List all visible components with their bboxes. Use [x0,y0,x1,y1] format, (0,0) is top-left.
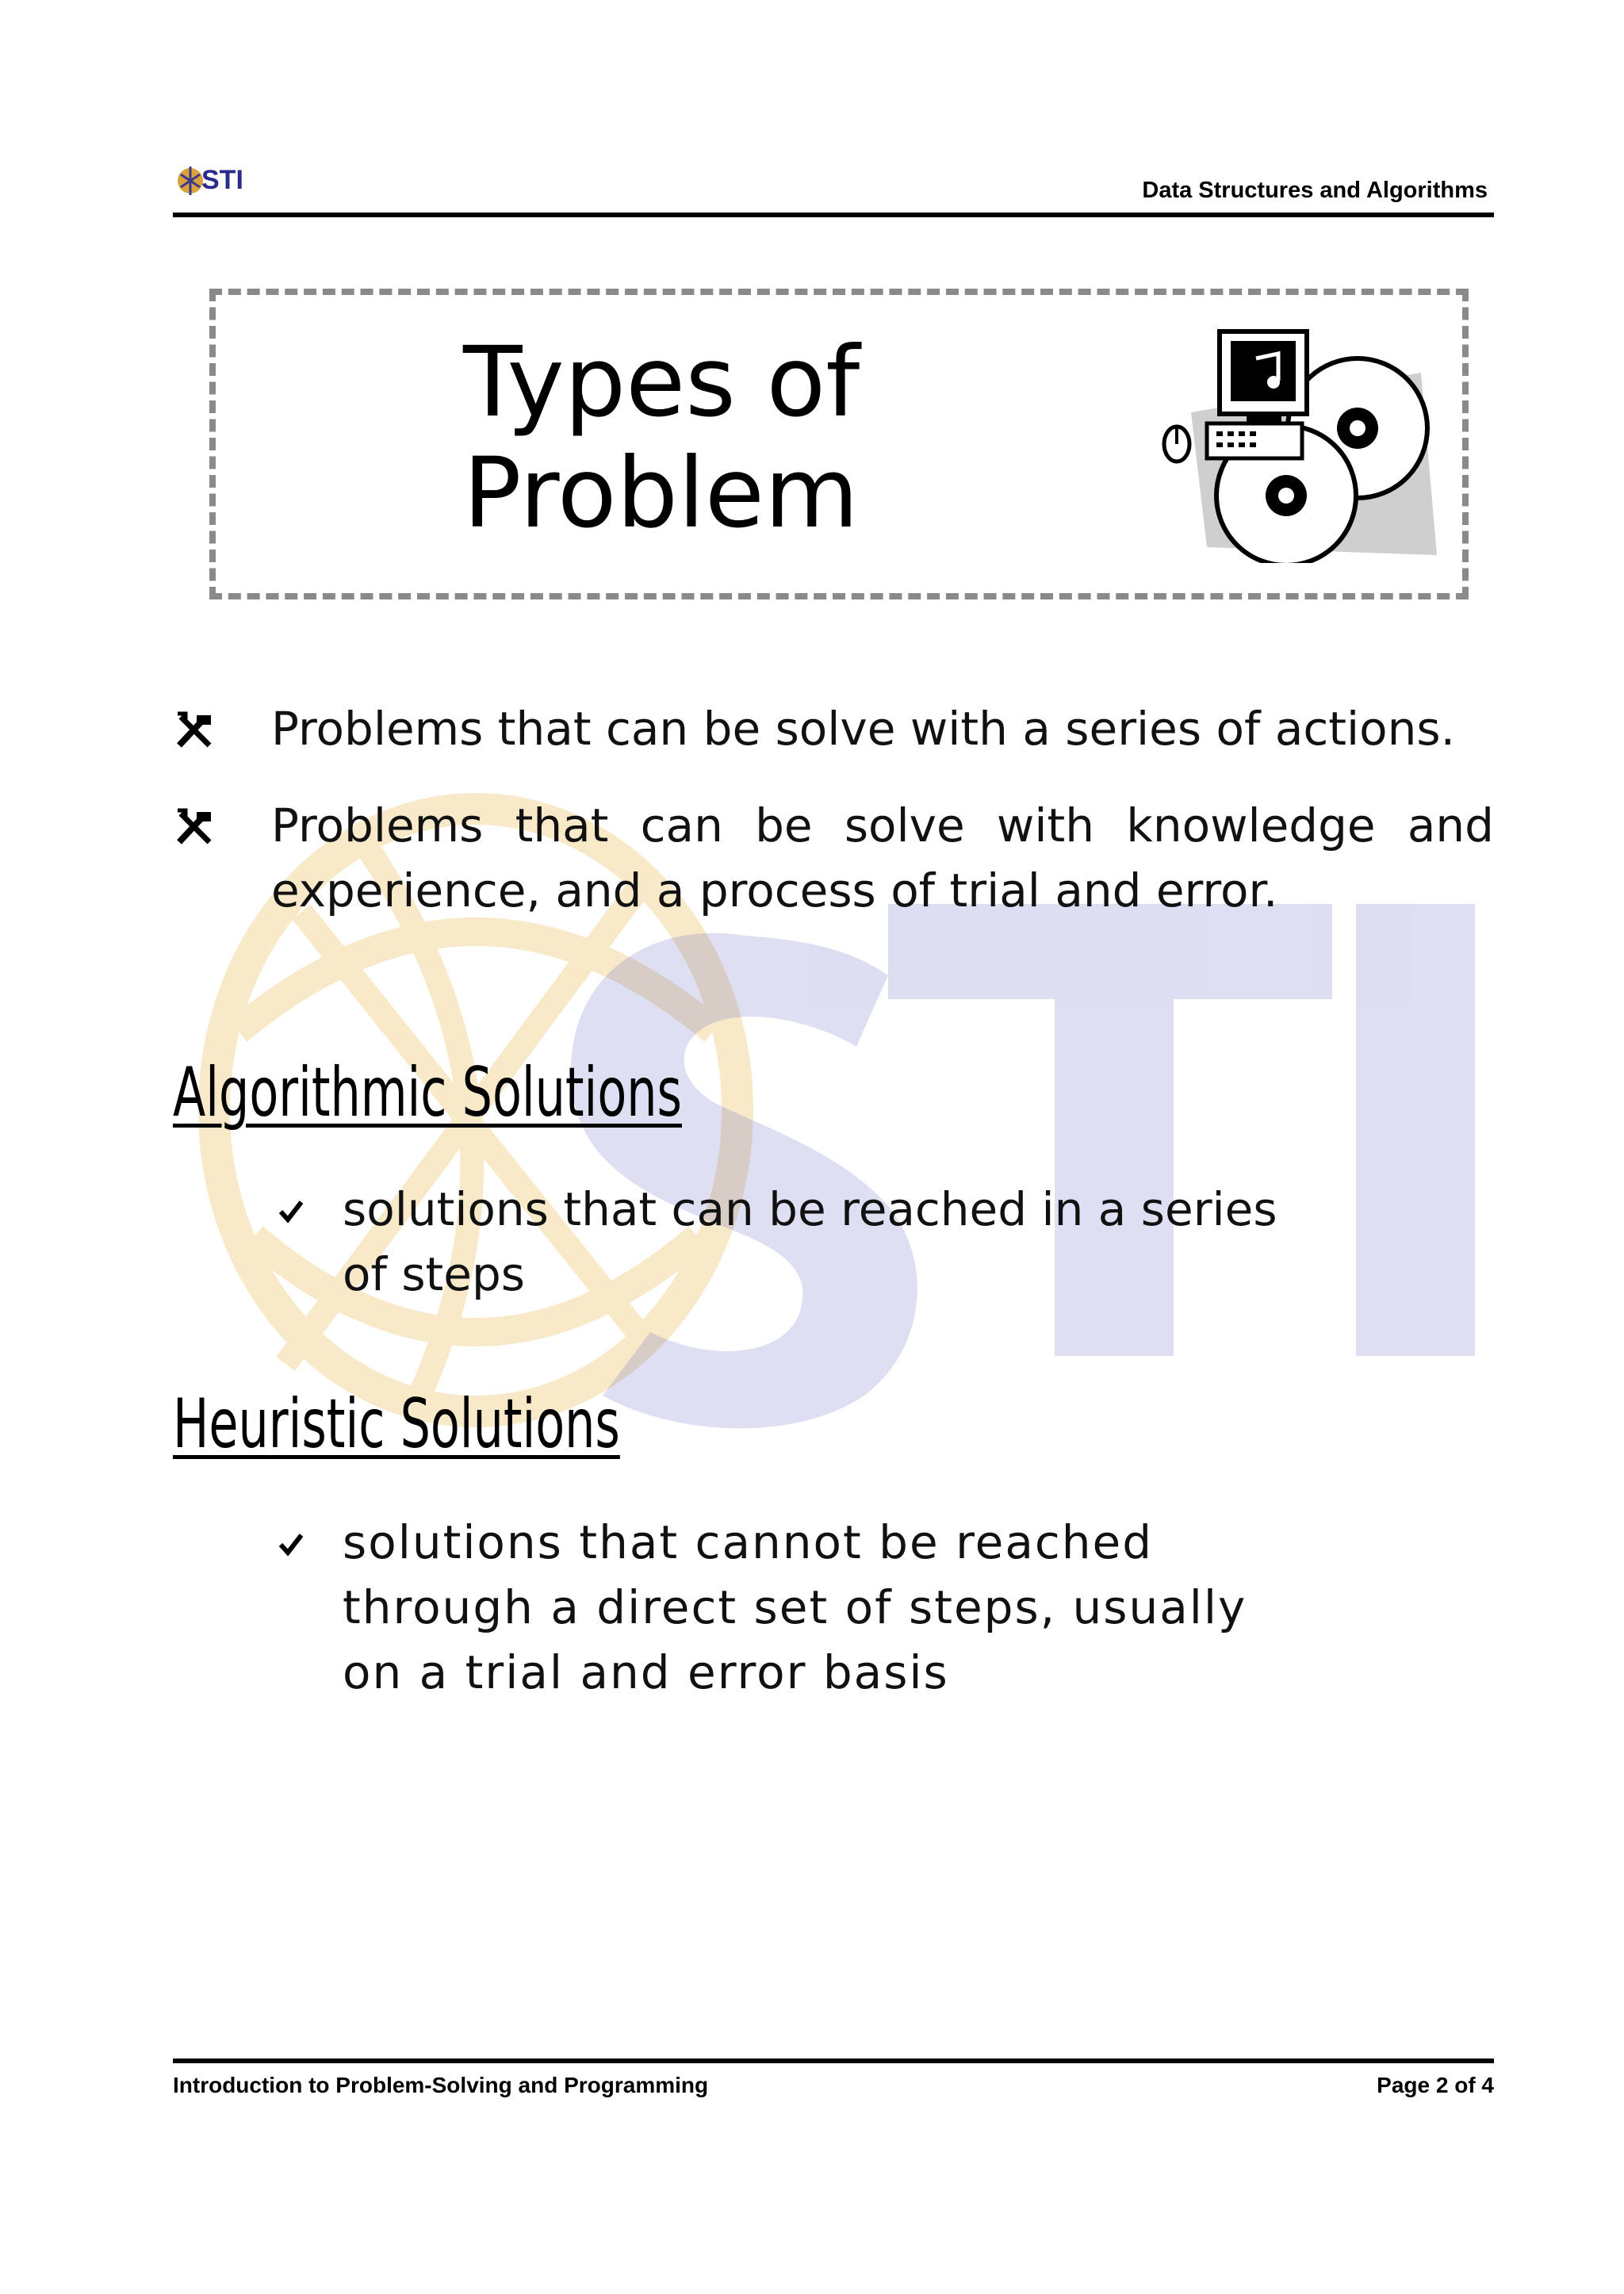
bullet-text: Problems that can be solve with a series of actions. [271,702,1456,756]
tools-icon [173,710,217,752]
checkmark-icon [278,1197,304,1224]
footer-rule [173,2058,1494,2063]
tools-icon [173,807,217,848]
sti-logo [173,157,268,205]
footer-course-title: Introduction to Problem-Solving and Programming [173,2073,709,2097]
list-item-text: solutions that can be reached in a series of steps [343,1182,1277,1301]
list-item [278,1510,1285,1705]
title-box [209,289,1469,599]
slide-title [463,327,955,549]
page-number: Page 2 of 4 [1377,2073,1494,2097]
section-heading-algorithmic: Algorithmic Solutions [173,1053,682,1132]
section-heading-heuristic: Heuristic Solutions [173,1384,620,1464]
checkmark-icon [278,1530,304,1557]
list-item [278,1177,1308,1307]
title-line-1: Types of [463,326,860,439]
title-line-2: Problem [463,437,859,550]
bullet-text: Problems that can be solve with knowledge and experience, and a process of trial and error. [271,798,1494,917]
computer-music-cd-icon [1159,325,1445,563]
bullet-item [173,793,1494,923]
page-header [173,149,1494,217]
list-item-text: solutions that cannot be reached through a direct set of steps, usually on a trial and error basis [343,1515,1247,1699]
svg-text:STI: STI [201,165,243,195]
bullet-item [173,696,1494,761]
header-rule [173,213,1494,217]
document-title: Data Structures and Algorithms [1142,178,1488,203]
